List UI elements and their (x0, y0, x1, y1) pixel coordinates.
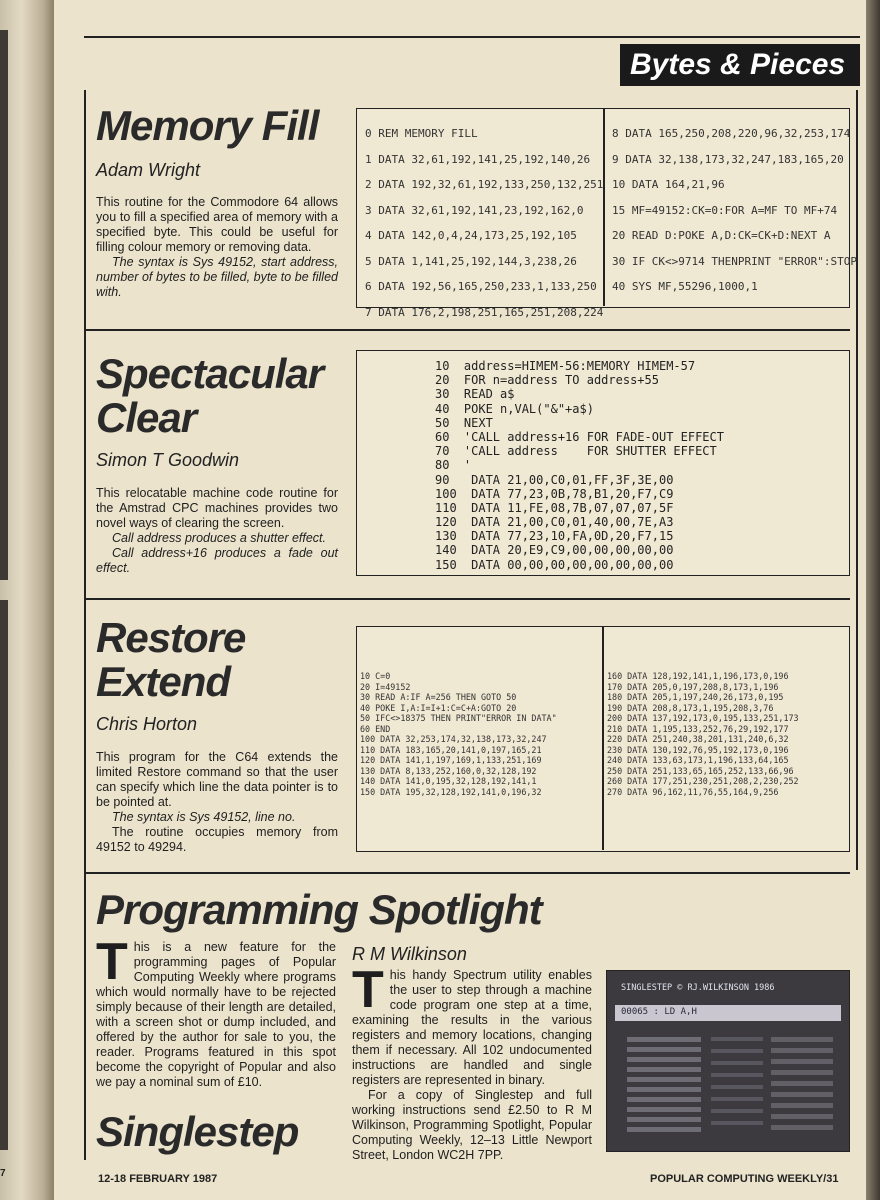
spectacular-clear-listing-box (356, 350, 850, 576)
code-line: 250 DATA 251,133,65,165,252,133,66,96 (607, 765, 794, 776)
memory-fill-title: Memory Fill (96, 102, 319, 149)
code-line: 210 DATA 1,195,133,252,76,29,192,177 (607, 723, 789, 734)
spectacular-clear-listing (435, 359, 724, 572)
singlestep-text: his handy Spectrum utility enables the user to step through a machine code program one step at a time, examining the results in the various registers and memory locations, changing them if necessary. All 102 undocumented instructions are handled and single registers are represented in binary. (352, 968, 592, 1087)
section-banner: Bytes & Pieces (620, 44, 860, 86)
code-line: 30 READ A:IF A=256 THEN GOTO 50 (360, 692, 517, 702)
code-line: 90 DATA 21,00,C0,01,FF,3F,3E,00 (435, 472, 674, 487)
spectacular-clear-fade: Call address+16 produces a fade out effect. (96, 546, 338, 575)
code-line: 40 SYS MF,55296,1000,1 (612, 280, 758, 293)
singlestep-author: R M Wilkinson (352, 944, 467, 964)
previous-page-number: 7 (0, 1168, 6, 1179)
code-line: 30 IF CK<>9714 THENPRINT "ERROR":STOP (612, 254, 858, 268)
memory-fill-body (96, 195, 338, 300)
code-line: 130 DATA 77,23,10,FA,0D,20,F7,15 (435, 529, 674, 544)
code-line: 100 DATA 77,23,0B,78,B1,20,F7,C9 (435, 486, 674, 501)
code-line: 160 DATA 128,192,141,1,196,173,0,196 (607, 671, 789, 681)
singlestep-body (352, 961, 592, 1163)
spotlight-intro-text: his is a new feature for the programming pages of Popular Computing Weekly where programs which would normally have to be rejected simply because of their length are detailed, with a screen shot or dump included, and offered by the author for sale to you, the reader. Programs featured in this spot become the copyright of Popular and also we pay a nominal sum of £10. (96, 940, 336, 1089)
code-line: 120 DATA 141,1,197,169,1,133,251,169 (360, 755, 542, 765)
magazine-page (54, 0, 866, 1200)
code-line: 50 NEXT (435, 415, 493, 430)
code-line: 0 REM MEMORY FILL (365, 127, 478, 140)
code-line: 230 DATA 130,192,76,95,192,173,0,196 (607, 744, 789, 755)
restore-extend-memory: The routine occupies memory from 49152 to 49294. (96, 825, 338, 854)
memory-fill-listing-box (356, 108, 858, 319)
singlestep-title: Singlestep (96, 1108, 299, 1155)
code-line: 3 DATA 32,61,192,141,23,192,162,0 (365, 203, 584, 217)
code-line: 6 DATA 192,56,165,250,233,1,133,250 (365, 280, 597, 293)
top-rule (84, 36, 860, 38)
code-line: 260 DATA 177,251,230,251,208,2,230,252 (607, 776, 799, 786)
code-line: 15 MF=49152:CK=0:FOR A=MF TO MF+74 (612, 203, 838, 217)
code-line: 100 DATA 32,253,174,32,138,173,32,247 (360, 734, 547, 744)
code-line: 200 DATA 137,192,173,0,195,133,251,173 (607, 713, 799, 723)
code-line: 30 READ a$ (435, 387, 515, 402)
previous-page-edge (0, 600, 8, 1150)
code-line: 9 DATA 32,138,173,32,247,183,165,20 (612, 152, 844, 166)
programming-spotlight-title: Programming Spotlight (96, 886, 542, 933)
spectacular-clear-title-line2: Clear (96, 394, 197, 441)
memory-fill-paragraph: This routine for the Commodore 64 allows you to fill a specified area of memory with a specified byte. This could be useful for filling colour memory or removing data. (96, 195, 338, 254)
spectacular-clear-author: Simon T Goodwin (96, 450, 240, 470)
restore-extend-listing-left (360, 671, 557, 797)
restore-extend-author: Chris Horton (96, 714, 198, 734)
left-margin-rule (84, 90, 86, 1160)
spectacular-clear-shutter: Call address produces a shutter effect. (112, 531, 327, 545)
spectacular-clear-body (96, 486, 338, 576)
screen-title: SINGLESTEP © RJ.WILKINSON 1986 (621, 983, 775, 993)
code-line: 5 DATA 1,141,25,192,144,3,238,26 (365, 254, 577, 268)
code-line: 130 DATA 8,133,252,160,0,32,128,192 (360, 765, 537, 776)
memory-fill-listing-left (365, 121, 603, 325)
singlestep-dropcap: T (352, 961, 384, 1019)
code-line: 10 C=0 (360, 671, 391, 681)
code-line: 220 DATA 251,240,38,201,131,240,6,32 (607, 734, 789, 744)
memory-fill-author: Adam Wright (96, 160, 201, 180)
spectacular-clear-title-line1: Spectacular (96, 350, 324, 397)
singlestep-screenshot (606, 970, 850, 1152)
section-rule (84, 598, 850, 600)
screen-register-panel (627, 1037, 701, 1133)
screen-memory-panel (771, 1037, 833, 1133)
footer-publication: POPULAR COMPUTING WEEKLY/31 (650, 1173, 839, 1185)
code-line: 190 DATA 208,8,173,1,195,208,3,76 (607, 702, 774, 713)
section-rule (84, 872, 850, 874)
code-line: 80 ' (435, 458, 472, 473)
code-line: 20 FOR n=address TO address+55 (435, 373, 659, 388)
restore-extend-title-line2: Extend (96, 658, 231, 705)
code-line: 170 DATA 205,0,197,208,8,173,1,196 (607, 681, 779, 692)
restore-extend-body (96, 750, 338, 855)
code-line: 150 DATA 195,32,128,192,141,0,196,32 (360, 786, 542, 797)
restore-extend-paragraph: This program for the C64 extends the limited Restore command so that the user can specify which line the data pointer is to be pointed at. (96, 750, 338, 809)
listing-divider (602, 627, 604, 850)
code-line: 8 DATA 165,250,208,220,96,32,253,174 (612, 127, 851, 140)
code-line: 1 DATA 32,61,192,141,25,192,140,26 (365, 152, 591, 166)
code-line: 60 'CALL address+16 FOR FADE-OUT EFFECT (435, 429, 724, 444)
code-line: 10 address=HIMEM-56:MEMORY HIMEM-57 (435, 359, 696, 373)
code-line: 10 DATA 164,21,96 (612, 178, 725, 191)
spotlight-intro (96, 933, 336, 1090)
code-line: 4 DATA 142,0,4,24,173,25,192,105 (365, 229, 577, 242)
page-edge-shadow (866, 0, 880, 1200)
code-line: 70 'CALL address FOR SHUTTER EFFECT (435, 444, 717, 459)
spectacular-clear-paragraph: This relocatable machine code routine for the Amstrad CPC machines provides two novel ways of clearing the screen. (96, 486, 338, 530)
code-line: 2 DATA 192,32,61,192,133,250,132,251 (365, 178, 604, 191)
code-line: 110 DATA 183,165,20,141,0,197,165,21 (360, 744, 542, 755)
spotlight-intro-dropcap: T (96, 933, 128, 991)
code-line: 150 DATA 00,00,00,00,00,00,00,00 (435, 557, 674, 572)
restore-extend-listing-box (356, 626, 850, 852)
code-line: 50 IFC<>18375 THEN PRINT"ERROR IN DATA" (360, 713, 557, 723)
previous-page-edge (0, 30, 8, 580)
code-line: 140 DATA 20,E9,C9,00,00,00,00,00 (435, 543, 674, 558)
screen-current-instruction: 00065 : LD A,H (621, 1007, 697, 1017)
code-line: 60 END (360, 723, 391, 734)
screen-binary-panel (711, 1037, 763, 1133)
code-line: 110 DATA 11,FE,08,7B,07,07,07,5F (435, 500, 674, 515)
code-line: 20 READ D:POKE A,D:CK=CK+D:NEXT A (612, 229, 831, 242)
memory-fill-syntax: The syntax is Sys 49152, start address, number of bytes to be filled, byte to be filled with. (96, 255, 338, 299)
code-line: 7 DATA 176,2,198,251,165,251,208,224 (365, 305, 604, 319)
code-line: 140 DATA 141,0,195,32,128,192,141,1 (360, 776, 537, 786)
code-line: 40 POKE I,A:I=I+1:C=C+A:GOTO 20 (360, 702, 517, 713)
restore-extend-listing-right (607, 671, 799, 797)
code-line: 20 I=49152 (360, 681, 411, 692)
footer-date: 12-18 FEBRUARY 1987 (98, 1173, 218, 1185)
code-line: 40 POKE n,VAL("&"+a$) (435, 401, 594, 416)
restore-extend-title-line1: Restore (96, 614, 246, 661)
restore-extend-syntax: The syntax is Sys 49152, line no. (112, 810, 296, 824)
memory-fill-listing-right (612, 121, 857, 300)
code-line: 240 DATA 133,63,173,1,196,133,64,165 (607, 755, 789, 765)
code-line: 180 DATA 205,1,197,240,26,173,0,195 (607, 692, 784, 702)
section-rule (84, 329, 850, 331)
binding-spine (0, 0, 54, 1200)
code-line: 270 DATA 96,162,11,76,55,164,9,256 (607, 786, 779, 797)
singlestep-order-info: For a copy of Singlestep and full working instructions send £2.50 to R M Wilkinson, Programming Spotlight, Popular Computing Weekly, 12–13 Little Newport Street, London WC2H 7PP. (352, 1088, 592, 1162)
code-line: 120 DATA 21,00,C0,01,40,00,7E,A3 (435, 515, 674, 530)
